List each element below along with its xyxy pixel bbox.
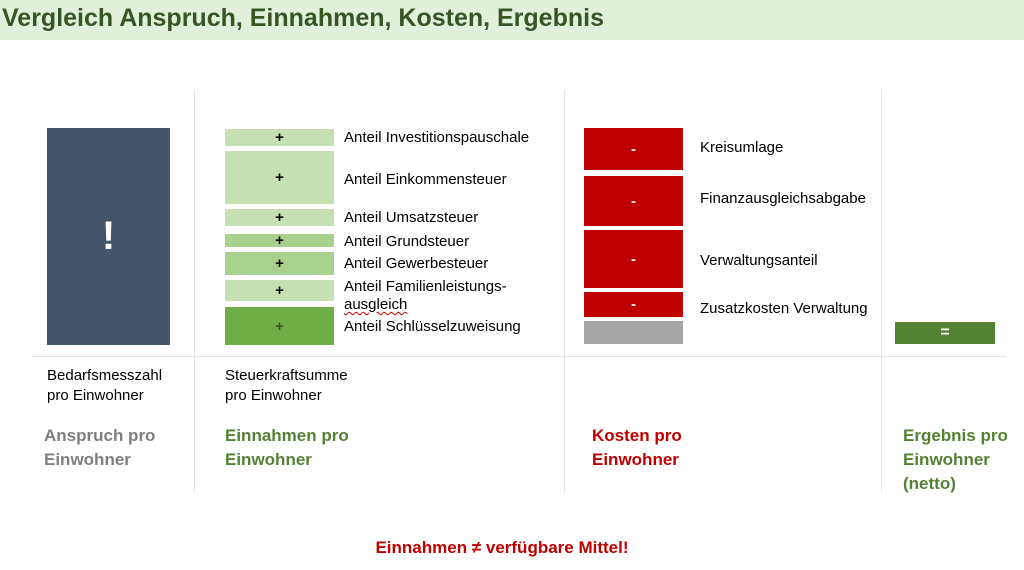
column-divider <box>881 90 882 492</box>
income-block-einkommensteuer: + <box>225 151 334 204</box>
income-label-investitionspauschale: Anteil Investitionspauschale <box>344 129 530 146</box>
ergebnis-category: Ergebnis pro Einwohner (netto) <box>903 426 1008 493</box>
anspruch-description: Bedarfsmesszahl pro Einwohner <box>47 367 163 404</box>
cost-label-finanzausgleichsabgabe: Finanzausgleichsabgabe <box>700 190 866 207</box>
einnahmen-category: Einnahmen pro Einwohner <box>225 426 349 469</box>
cost-label-verwaltungsanteil: Verwaltungsanteil <box>700 252 818 269</box>
cost-remainder-block <box>584 321 683 344</box>
income-label-grundsteuer: Anteil Grundsteuer <box>344 233 470 250</box>
column-divider <box>564 90 565 492</box>
income-label-familienleistungsausgleich <box>344 278 544 314</box>
anspruch-block: ! <box>47 128 170 345</box>
income-block-umsatzsteuer: + <box>225 209 334 226</box>
income-label-gewerbesteuer: Anteil Gewerbesteuer <box>344 255 489 272</box>
page-title: Vergleich Anspruch, Einnahmen, Kosten, Ergebnis <box>2 4 604 32</box>
income-label-familienleistungsausgleich-line1: Anteil Familienleistungs- <box>344 278 507 295</box>
income-block-grundsteuer: + <box>225 234 334 247</box>
income-label-umsatzsteuer: Anteil Umsatzsteuer <box>344 209 479 226</box>
cost-block-zusatzkosten-verwaltung: - <box>584 292 683 317</box>
income-label-familienleistungsausgleich-line2: ausgleich <box>344 296 408 313</box>
result-block: = <box>895 322 995 344</box>
income-label-einkommensteuer: Anteil Einkommensteuer <box>344 171 507 188</box>
income-label-schluesselzuweisung: Anteil Schlüsselzuweisung <box>344 318 521 335</box>
anspruch-category: Anspruch pro Einwohner <box>44 426 156 469</box>
row-divider <box>32 356 1006 357</box>
cost-label-zusatzkosten-verwaltung: Zusatzkosten Verwaltung <box>700 300 868 317</box>
kosten-category: Kosten pro Einwohner <box>592 426 682 469</box>
income-block-familienleistungsausgleich: + <box>225 280 334 301</box>
footer-warning: Einnahmen ≠ verfügbare Mittel! <box>375 538 629 557</box>
cost-block-verwaltungsanteil: - <box>584 230 683 288</box>
income-block-gewerbesteuer: + <box>225 252 334 275</box>
column-divider <box>194 90 195 492</box>
income-block-investitionspauschale: + <box>225 129 334 146</box>
cost-label-kreisumlage: Kreisumlage <box>700 139 784 156</box>
cost-block-finanzausgleichsabgabe: - <box>584 176 683 226</box>
income-block-schluesselzuweisung: + <box>225 307 334 345</box>
einnahmen-description: Steuerkraftsumme pro Einwohner <box>225 367 348 404</box>
cost-block-kreisumlage: - <box>584 128 683 170</box>
